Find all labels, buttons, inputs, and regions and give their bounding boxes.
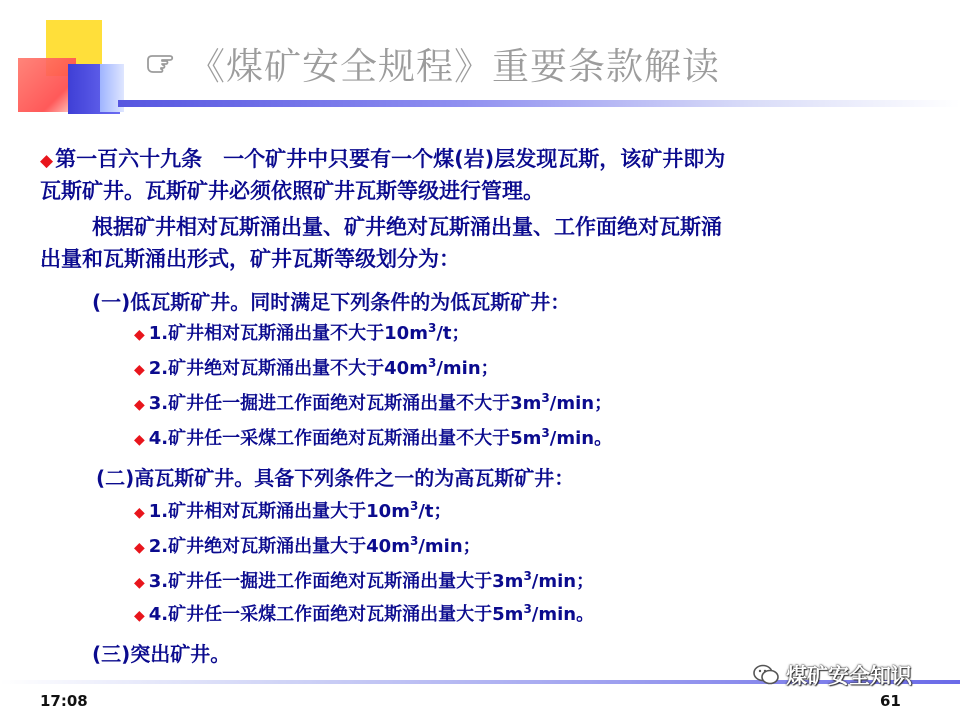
low-gas-heading: (一)低瓦斯矿井。同时满足下列条件的为低瓦斯矿井： [92,290,571,314]
footer-time: 17:08 [40,692,88,710]
high-item-2: ◆ 2.矿井绝对瓦斯涌出量大于$40m^3/\min$； [134,534,481,557]
diamond-bullet-icon: ◆ [134,397,145,413]
slide-title: 《煤矿安全规程》重要条款解读 [188,45,720,88]
diamond-bullet-icon: ◆ [134,540,145,556]
outburst-heading: (三)突出矿井。 [92,642,231,666]
high-gas-heading: (二)高瓦斯矿井。具备下列条件之一的为高瓦斯矿井： [96,466,575,490]
low-item-4: ◆ 4.矿井任一采煤工作面绝对瓦斯涌出量不大于$5m^3/\min$。 [134,426,613,449]
diamond-bullet-icon: ◆ [40,151,54,171]
article-line-1: ◆第一百六十九条 一个矿井中只要有一个煤(岩)层发现瓦斯，该矿井即为 [40,147,726,171]
diamond-bullet-icon: ◆ [134,327,145,343]
title-area [146,34,720,92]
pointing-hand-icon [146,48,182,78]
diamond-bullet-icon: ◆ [134,432,145,448]
wechat-icon [752,663,780,687]
diamond-bullet-icon: ◆ [134,608,145,624]
basis-line-1: 根据矿井相对瓦斯涌出量、矿井绝对瓦斯涌出量、工作面绝对瓦斯涌 [92,215,722,239]
page-number: 61 [880,692,901,710]
high-item-1: ◆ 1.矿井相对瓦斯涌出量大于$10m^3/t$； [134,499,452,522]
watermark-text: 煤矿安全知识 [786,664,912,688]
basis-line-2: 出量和瓦斯涌出形式，矿井瓦斯等级划分为： [40,247,460,271]
low-item-2: ◆ 2.矿井绝对瓦斯涌出量不大于$40m^3/\min$； [134,356,499,379]
high-item-4: ◆ 4.矿井任一采煤工作面绝对瓦斯涌出量大于$5m^3/\min$。 [134,602,595,625]
low-item-3: ◆ 3.矿井任一掘进工作面绝对瓦斯涌出量不大于$3m^3/\min$； [134,391,613,414]
diamond-bullet-icon: ◆ [134,575,145,591]
title-underline [118,100,960,107]
diamond-bullet-icon: ◆ [134,362,145,378]
article-line-2: 瓦斯矿井。瓦斯矿井必须依照矿井瓦斯等级进行管理。 [40,179,544,203]
high-item-3: ◆ 3.矿井任一掘进工作面绝对瓦斯涌出量大于$3m^3/\min$； [134,569,595,592]
diamond-bullet-icon: ◆ [134,505,145,521]
watermark [752,660,912,690]
low-item-1: ◆ 1.矿井相对瓦斯涌出量不大于$10m^3/t$； [134,321,470,344]
